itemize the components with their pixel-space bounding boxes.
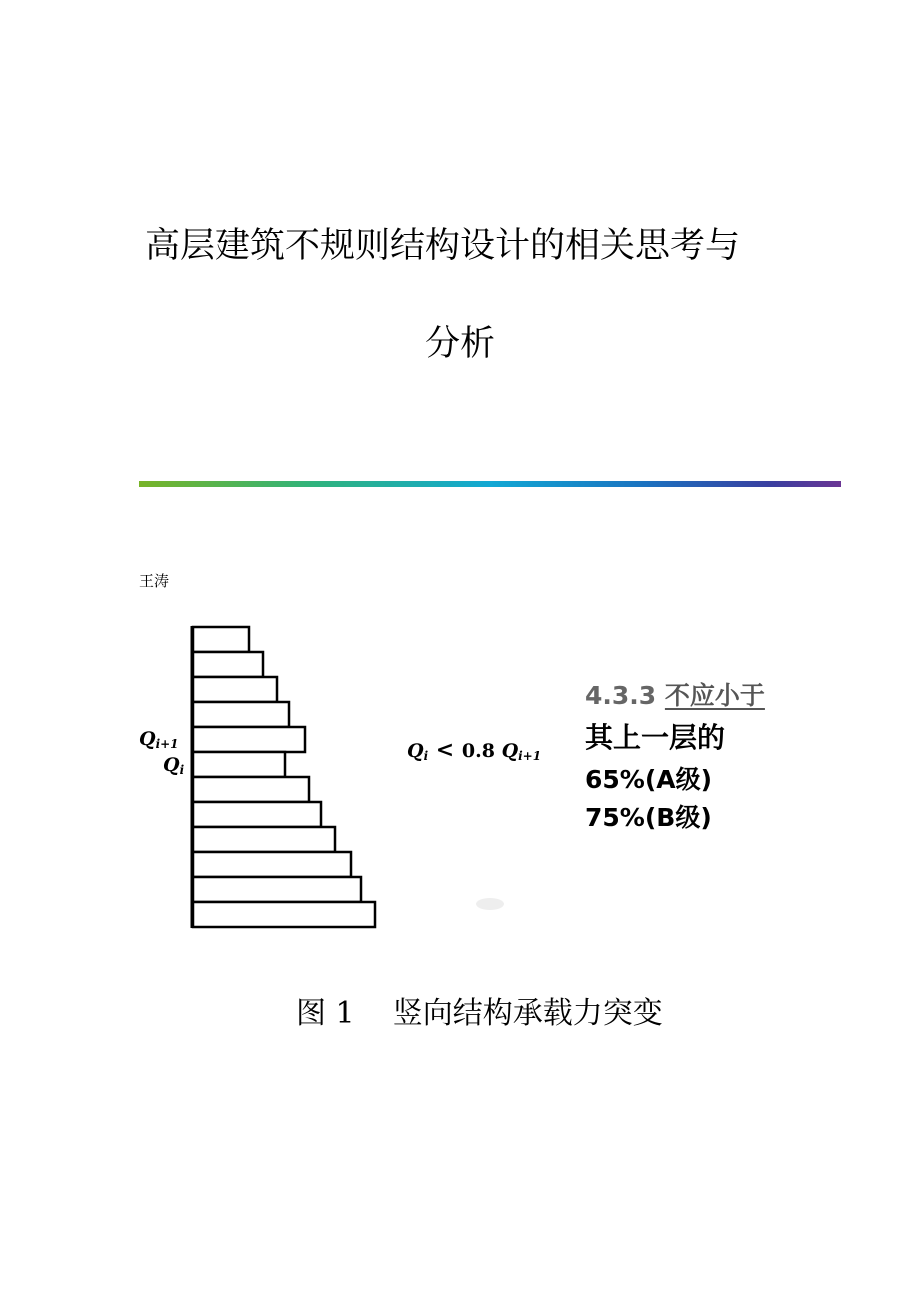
clause-line-4: 75%(B级) [585,803,712,832]
code-clause-heading [585,676,765,712]
document-title-line-2: 分析 [424,324,495,364]
label-q-upper: Qi+1 [139,728,179,751]
floor-bar [193,702,289,727]
image-smudge [476,898,504,910]
floor-bar [193,752,285,777]
floor-bar [193,652,263,677]
floor-bar [193,777,309,802]
clause-heading-text: 不应小于 [664,681,765,710]
formula-text: Qi < 0.8 Qi+1 [407,737,542,763]
caption-number: 图 1 [296,996,355,1031]
figure-caption [296,988,663,1032]
floor-bar [193,902,375,927]
floor-bar [193,877,361,902]
author-name: 王涛 [139,572,170,590]
caption-text: 竖向结构承载力突变 [392,996,663,1031]
clause-line-2: 其上一层的 [585,721,726,754]
clause-line-3: 65%(A级) [585,765,713,794]
document-title-line-1: 高层建筑不规则结构设计的相关思考与 [145,226,741,266]
floor-bar [193,627,249,652]
floor-bar [193,677,277,702]
floor-bar [193,802,321,827]
gradient-divider [139,481,841,487]
label-q-lower: Qi [163,754,185,777]
floor-bar [193,827,335,852]
clause-number: 4.3.3 [585,681,657,710]
floor-bar [193,852,351,877]
floor-bar [193,727,305,752]
